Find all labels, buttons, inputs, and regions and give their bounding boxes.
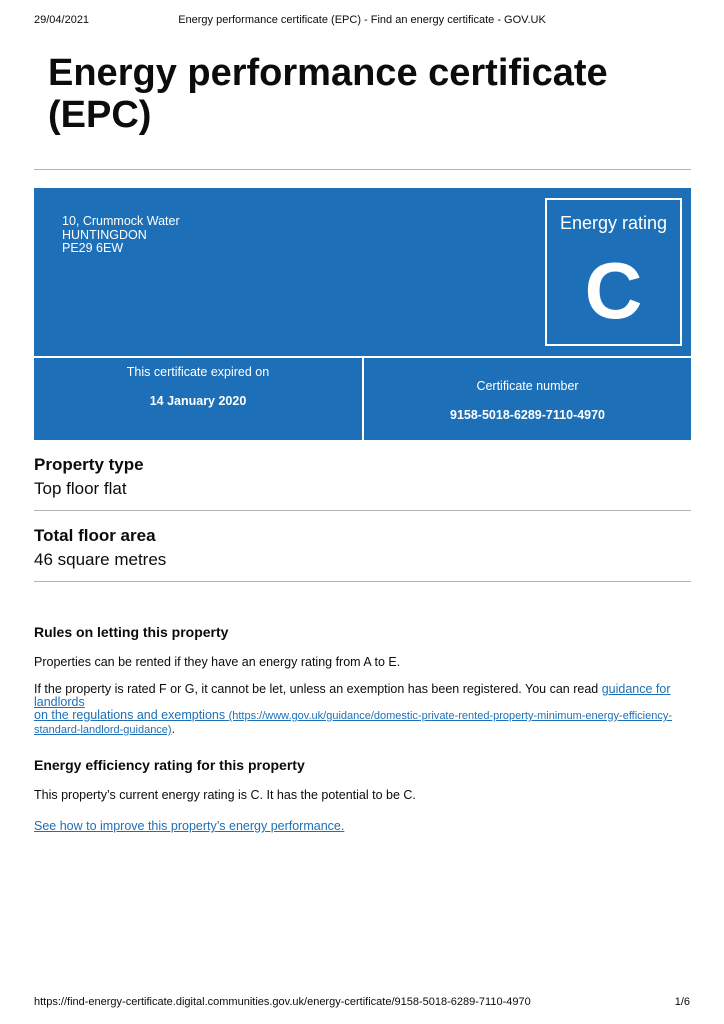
certificate-number: 9158-5018-6289-7110-4970 xyxy=(450,408,605,422)
address-line-2: HUNTINGDON xyxy=(62,227,147,242)
floor-area-heading: Total floor area xyxy=(34,526,156,545)
improve-performance-link[interactable]: See how to improve this property’s energy performance. xyxy=(34,819,345,833)
floor-area-divider xyxy=(34,581,691,582)
print-document-title: Energy performance certificate (EPC) - Find an energy certificate - GOV.UK xyxy=(178,14,546,26)
expiry-cell xyxy=(34,358,362,440)
title-divider xyxy=(34,169,691,170)
print-page-number: 1/6 xyxy=(674,996,690,1008)
letting-rules-paragraph-2-text: If the property is rated F or G, it cannot be let, unless an exemption has been registered. You can read xyxy=(34,682,602,696)
address-line-1: 10, Crummock Water xyxy=(62,214,180,228)
energy-rating-label: Energy rating xyxy=(559,213,668,233)
landlord-guidance-url[interactable]: (https://www.gov.uk/guidance/domestic-private-rented-property-minimum-energy-efficiency- xyxy=(228,710,673,722)
property-type-divider xyxy=(34,510,691,511)
property-type-value: Top floor flat xyxy=(34,479,127,498)
page-title-line-1: Energy performance certificate xyxy=(48,52,608,94)
property-address xyxy=(62,215,180,256)
print-date: 29/04/2021 xyxy=(34,14,90,26)
page-title xyxy=(48,52,688,136)
certificate-number-label: Certificate number xyxy=(476,379,579,393)
letting-rules-paragraph-2: If the property is rated F or G, it cannot be let, unless an exemption has been registered. You can read guidance for landlords on the regulations and exemptions (https://www.gov.uk/guidance/domestic-private-rented-property-minimum-energy-efficiency- standard-landlord-guidance). xyxy=(34,682,673,736)
letting-rules-heading: Rules on letting this property xyxy=(34,624,229,640)
letting-rules-paragraph-1: Properties can be rented if they have an energy rating from A to E. xyxy=(34,655,401,669)
floor-area-value: 46 square metres xyxy=(34,550,167,569)
energy-rating-letter: C xyxy=(584,246,643,335)
print-footer xyxy=(34,996,690,1010)
landlord-guidance-link[interactable]: guidance for landlords on the regulations and exemptions (https://www.gov.uk/guidance/domestic-private-rented-property-minimum-energy-efficiency- standard-landlord-guidance) xyxy=(34,682,673,736)
address-line-3: PE29 6EW xyxy=(62,241,124,255)
property-type-heading: Property type xyxy=(34,455,144,474)
print-header xyxy=(34,14,690,28)
expiry-label: This certificate expired on xyxy=(126,365,270,379)
energy-rating-box xyxy=(545,198,682,346)
improve-performance-paragraph xyxy=(34,820,691,833)
expiry-date: 14 January 2020 xyxy=(149,394,247,408)
print-footer-url: https://find-energy-certificate.digital.communities.gov.uk/energy-certificate/9158-5018-6289-7110-4970 xyxy=(34,996,531,1008)
epc-summary-panel xyxy=(34,188,691,440)
page-title-line-2: (EPC) xyxy=(48,94,152,136)
landlord-guidance-url-end[interactable]: standard-landlord-guidance) xyxy=(34,724,172,736)
efficiency-paragraph: This property’s current energy rating is C. It has the potential to be C. xyxy=(34,788,416,802)
efficiency-heading: Energy efficiency rating for this property xyxy=(34,757,305,773)
certificate-number-cell xyxy=(364,358,691,440)
